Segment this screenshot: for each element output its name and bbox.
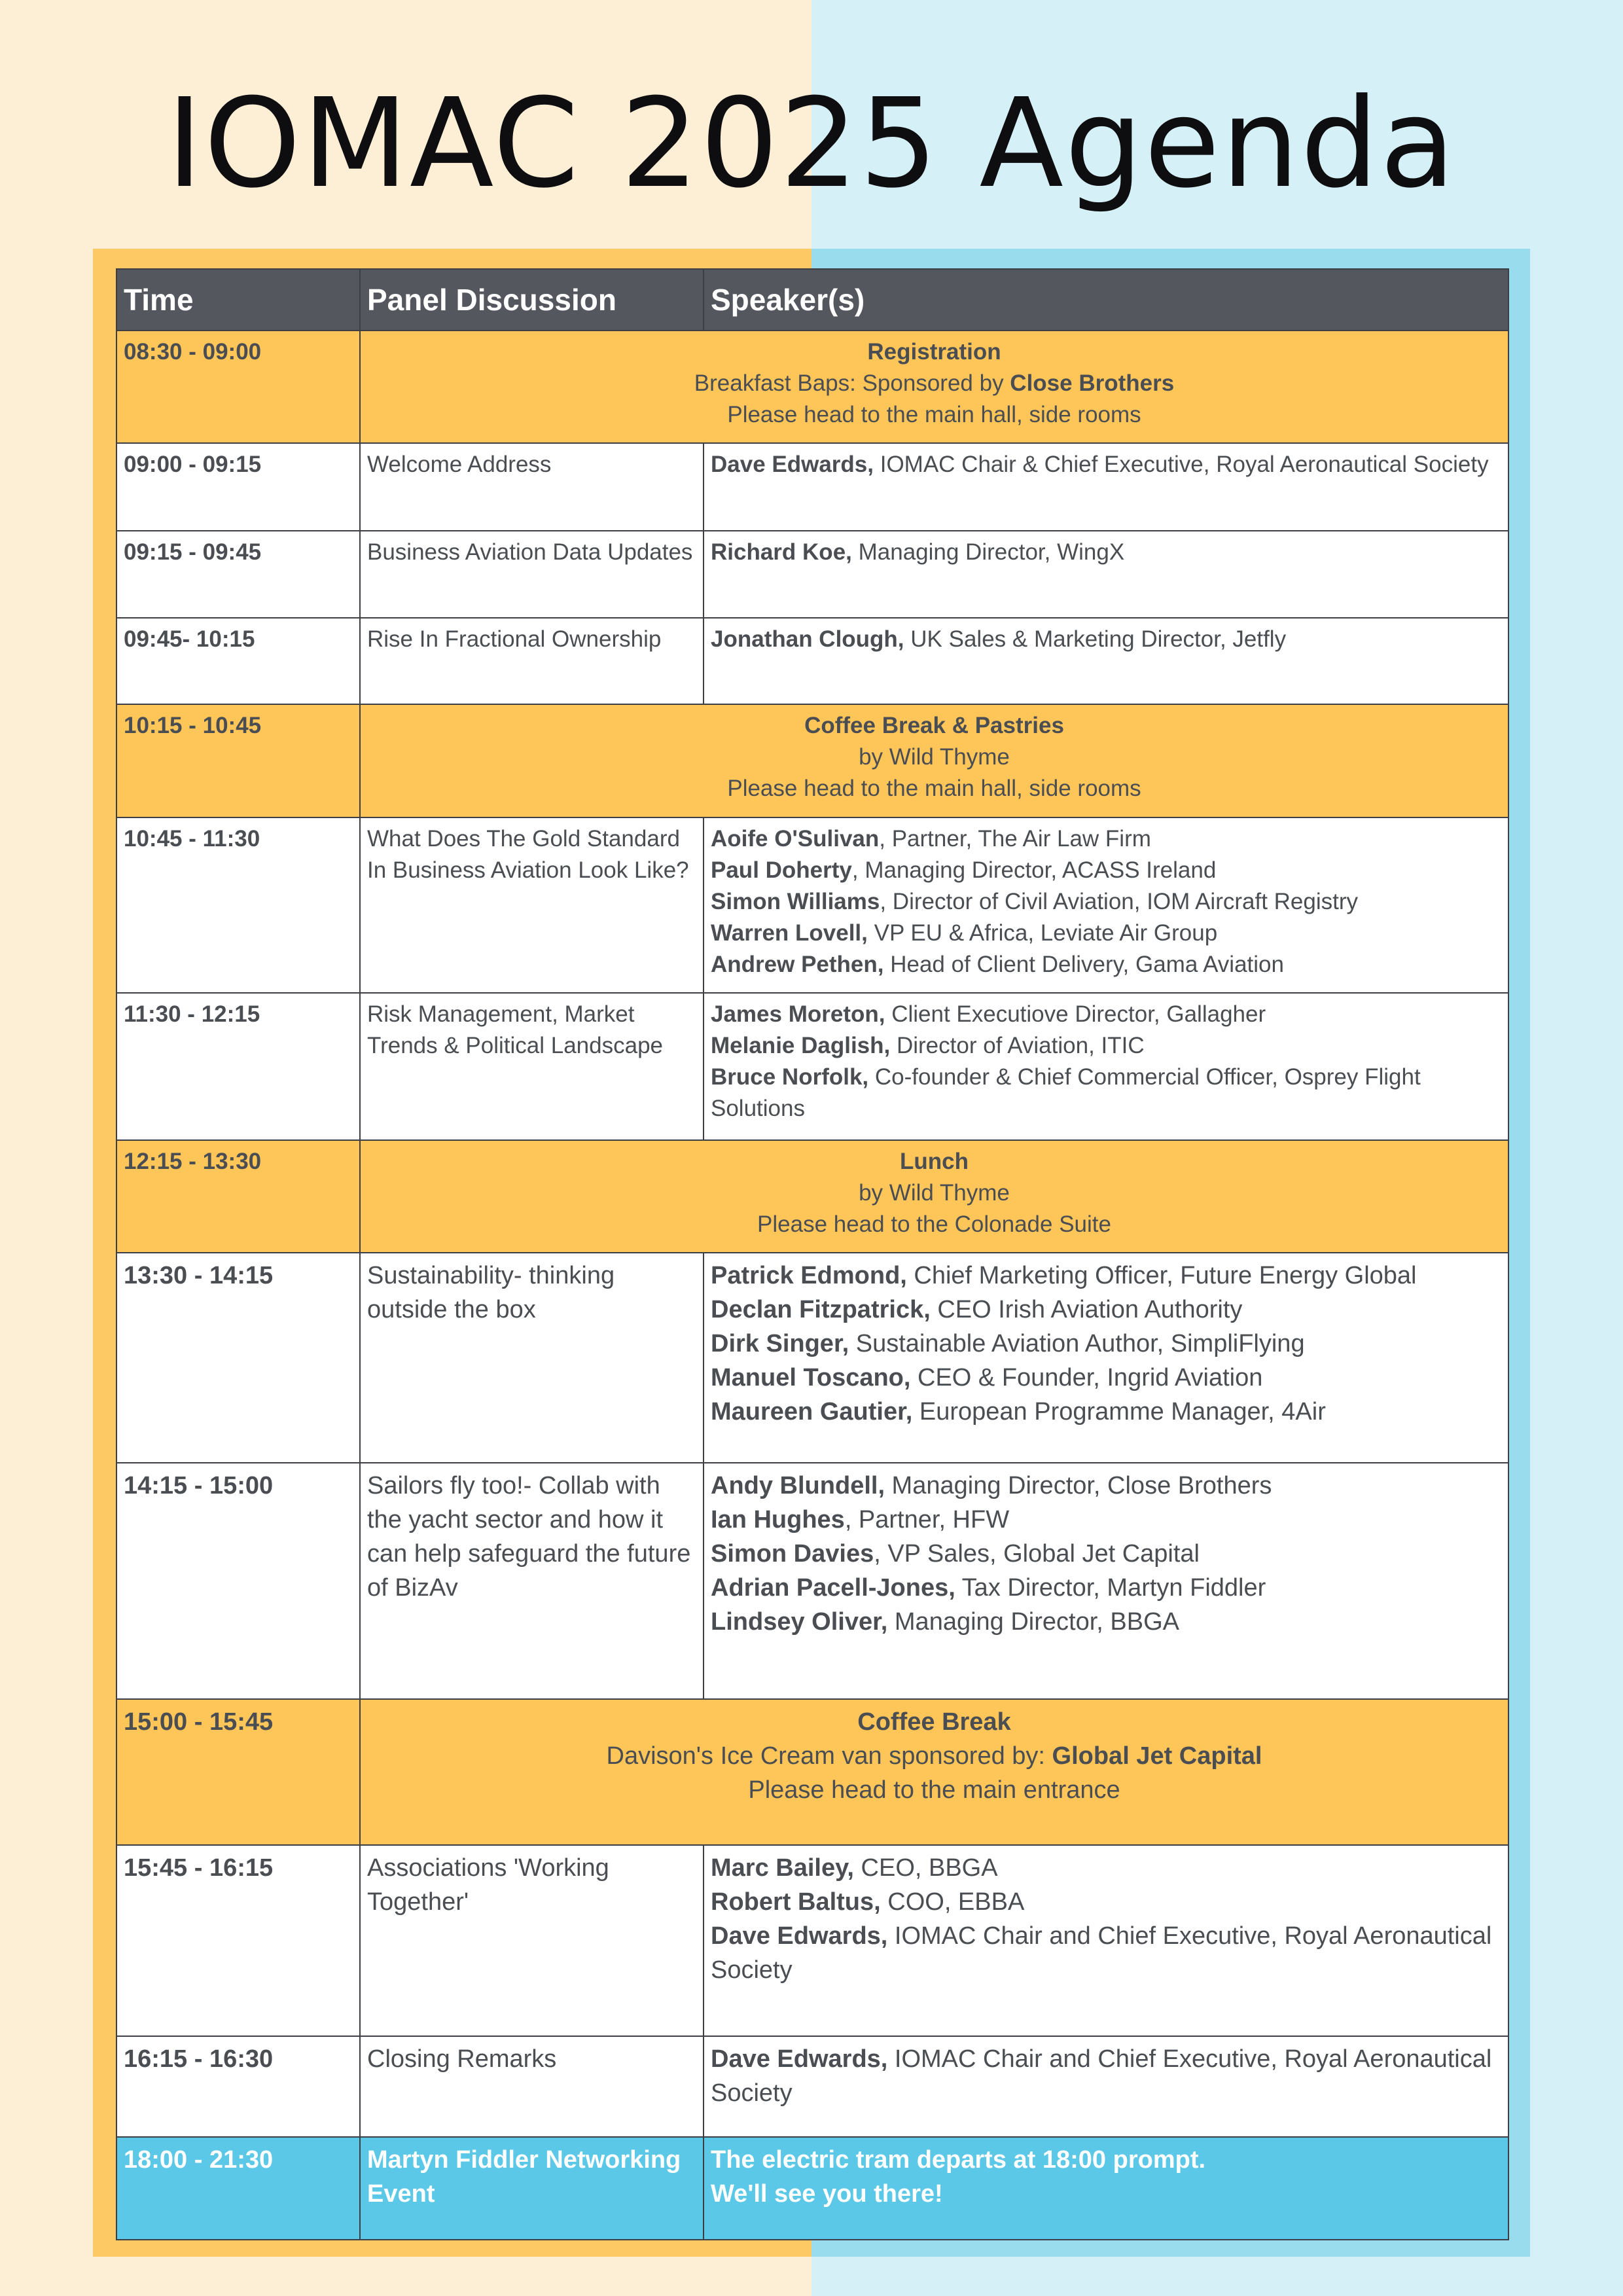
break-row-coffee-pastries: [116, 704, 1508, 817]
speaker-role: , VP Sales, Global Jet Capital: [874, 1540, 1200, 1568]
speaker-name: Manuel Toscano,: [711, 1364, 911, 1391]
speaker-role: VP EU & Africa, Leviate Air Group: [867, 920, 1218, 946]
event-note-line: We'll see you there!: [711, 2180, 943, 2208]
speaker-name: Simon Davies: [711, 1540, 874, 1568]
speaker-line: [711, 886, 1501, 918]
speaker-name: Richard Koe,: [711, 539, 852, 565]
speaker-line: [711, 855, 1501, 886]
speaker-role: Sustainable Aviation Author, SimpliFlying: [849, 1330, 1305, 1357]
break-cell: [360, 1140, 1508, 1253]
speaker-line: [711, 1537, 1501, 1571]
speaker-name: Marc Bailey,: [711, 1854, 854, 1882]
break-caterer: by Wild Thyme: [859, 744, 1010, 770]
break-location: Please head to the main entrance: [748, 1776, 1120, 1804]
break-location: Please head to the main hall, side rooms: [727, 776, 1141, 801]
break-sponsor-line: [367, 1739, 1501, 1773]
speaker-name: Paul Doherty: [711, 857, 852, 883]
speaker-line: [711, 949, 1501, 980]
session-row-risk: [116, 993, 1508, 1140]
speaker-name: Dirk Singer,: [711, 1330, 849, 1357]
time-cell: 14:15 - 15:00: [116, 1463, 360, 1699]
session-row-data-updates: [116, 531, 1508, 618]
time-cell: 10:15 - 10:45: [116, 704, 360, 817]
speaker-line: [711, 1469, 1501, 1503]
speaker-name: Declan Fitzpatrick,: [711, 1296, 931, 1323]
speakers-cell: [704, 993, 1508, 1140]
break-sponsor-text: Davison's Ice Cream van sponsored by:: [606, 1742, 1052, 1770]
speaker-name: Patrick Edmond,: [711, 1262, 907, 1289]
speaker-role: , Managing Director, ACASS Ireland: [851, 857, 1217, 883]
speaker-line: [711, 1293, 1501, 1327]
break-title: Coffee Break & Pastries: [804, 713, 1064, 738]
break-cell: [360, 331, 1508, 443]
speaker-role: IOMAC Chair and Chief Executive, Royal Aeronautical Society: [711, 2045, 1492, 2107]
speaker-name: Dave Edwards,: [711, 1922, 888, 1950]
panel-cell: Associations 'Working Together': [360, 1845, 704, 2036]
speakers-cell: [704, 443, 1508, 531]
speaker-name: Bruce Norfolk,: [711, 1064, 869, 1090]
speaker-name: Robert Baltus,: [711, 1888, 881, 1916]
panel-cell: Welcome Address: [360, 443, 704, 531]
break-cell: [360, 704, 1508, 817]
speaker-line: [711, 1395, 1501, 1429]
speakers-cell: [704, 1845, 1508, 2036]
speaker-name: Andy Blundell,: [711, 1472, 885, 1499]
column-header-panel: Panel Discussion: [360, 269, 704, 331]
speaker-line: [711, 918, 1501, 949]
break-location: Please head to the main hall, side rooms: [727, 402, 1141, 427]
time-cell: 10:45 - 11:30: [116, 817, 360, 993]
time-cell: 09:00 - 09:15: [116, 443, 360, 531]
speaker-role: UK Sales & Marketing Director, Jetfly: [904, 626, 1287, 652]
speaker-line: [711, 1919, 1501, 1987]
speakers-cell: [704, 2036, 1508, 2137]
agenda-table: [116, 268, 1509, 2240]
break-title: Registration: [867, 339, 1001, 365]
speaker-line: [711, 449, 1501, 480]
speaker-role: Tax Director, Martyn Fiddler: [955, 1574, 1266, 1602]
speaker-line: [711, 823, 1501, 855]
speaker-line: [711, 1571, 1501, 1605]
speaker-name: Warren Lovell,: [711, 920, 868, 946]
break-cell: [360, 1699, 1508, 1845]
speaker-name: Dave Edwards,: [711, 2045, 888, 2073]
break-sponsor-line: [367, 368, 1501, 399]
speaker-line: [711, 624, 1501, 655]
speaker-role: Managing Director, Close Brothers: [885, 1472, 1272, 1499]
session-row-associations: [116, 1845, 1508, 2036]
speaker-name: Simon Williams: [711, 889, 880, 914]
break-row-registration: [116, 331, 1508, 443]
speaker-name: Maureen Gautier,: [711, 1398, 913, 1426]
speaker-line: [711, 1327, 1501, 1361]
session-row-closing: [116, 2036, 1508, 2137]
speaker-line: [711, 537, 1501, 568]
time-cell: 15:00 - 15:45: [116, 1699, 360, 1845]
speaker-name: Dave Edwards,: [711, 452, 874, 477]
break-sponsor-name: Close Brothers: [1010, 370, 1175, 396]
panel-cell: Sustainability- thinking outside the box: [360, 1253, 704, 1463]
break-title: Lunch: [900, 1149, 969, 1174]
break-sponsor-text: Breakfast Baps: Sponsored by: [694, 370, 1010, 396]
speaker-role: IOMAC Chair & Chief Executive, Royal Aeronautical Society: [874, 452, 1489, 477]
speaker-role: Co-founder & Chief Commercial Officer, Osprey Flight Solutions: [711, 1064, 1421, 1121]
time-cell: 18:00 - 21:30: [116, 2137, 360, 2240]
panel-cell: Business Aviation Data Updates: [360, 531, 704, 618]
header-row: [116, 269, 1508, 331]
speaker-name: Jonathan Clough,: [711, 626, 904, 652]
session-row-fractional: [116, 618, 1508, 704]
speaker-role: Director of Aviation, ITIC: [890, 1033, 1145, 1058]
speaker-role: IOMAC Chair and Chief Executive, Royal Aeronautical Society: [711, 1922, 1492, 1984]
speaker-line: [711, 999, 1501, 1030]
speakers-cell: [704, 1463, 1508, 1699]
speaker-role: , Director of Civil Aviation, IOM Aircraft Registry: [880, 889, 1359, 914]
time-cell: 13:30 - 14:15: [116, 1253, 360, 1463]
break-caterer: by Wild Thyme: [859, 1180, 1010, 1206]
speakers-cell: [704, 618, 1508, 704]
speaker-role: Head of Client Delivery, Gama Aviation: [883, 952, 1284, 977]
panel-cell: Risk Management, Market Trends & Political Landscape: [360, 993, 704, 1140]
speaker-role: , Partner, HFW: [844, 1506, 1010, 1534]
panel-cell: What Does The Gold Standard In Business Aviation Look Like?: [360, 817, 704, 993]
speaker-name: Adrian Pacell-Jones,: [711, 1574, 955, 1602]
speaker-role: Chief Marketing Officer, Future Energy Global: [906, 1262, 1417, 1289]
speakers-cell: [704, 1253, 1508, 1463]
panel-cell: Sailors fly too!- Collab with the yacht sector and how it can help safeguard the future of BizAv: [360, 1463, 704, 1699]
speaker-role: , Partner, The Air Law Firm: [879, 826, 1151, 852]
column-header-speakers: Speaker(s): [704, 269, 1508, 331]
speaker-name: Ian Hughes: [711, 1506, 845, 1534]
time-cell: 09:15 - 09:45: [116, 531, 360, 618]
speaker-line: [711, 1605, 1501, 1639]
speakers-cell: [704, 817, 1508, 993]
speaker-line: [711, 1885, 1501, 1919]
speaker-role: Client Executiove Director, Gallagher: [885, 1001, 1266, 1027]
time-cell: 11:30 - 12:15: [116, 993, 360, 1140]
break-location: Please head to the Colonade Suite: [757, 1211, 1111, 1237]
break-title: Coffee Break: [857, 1708, 1011, 1736]
time-cell: 15:45 - 16:15: [116, 1845, 360, 2036]
speakers-cell: [704, 531, 1508, 618]
speaker-role: CEO & Founder, Ingrid Aviation: [910, 1364, 1263, 1391]
speaker-role: Managing Director, WingX: [851, 539, 1125, 565]
speaker-role: CEO, BBGA: [853, 1854, 998, 1882]
session-row-welcome: [116, 443, 1508, 531]
page-title: IOMAC 2025 Agenda: [166, 72, 1457, 215]
event-name-cell: Martyn Fiddler Networking Event: [360, 2137, 704, 2240]
break-row-coffee: [116, 1699, 1508, 1845]
speaker-line: [711, 1062, 1501, 1124]
speaker-role: European Programme Manager, 4Air: [912, 1398, 1326, 1426]
time-cell: 08:30 - 09:00: [116, 331, 360, 443]
event-row-networking: [116, 2137, 1508, 2240]
speaker-name: Lindsey Oliver,: [711, 1608, 888, 1636]
session-row-sustainability: [116, 1253, 1508, 1463]
column-header-time: Time: [116, 269, 360, 331]
event-note-cell: [704, 2137, 1508, 2240]
speaker-line: [711, 1030, 1501, 1062]
speaker-line: [711, 1851, 1501, 1885]
speaker-role: Managing Director, BBGA: [887, 1608, 1179, 1636]
break-row-lunch: [116, 1140, 1508, 1253]
speaker-role: CEO Irish Aviation Authority: [930, 1296, 1243, 1323]
time-cell: 12:15 - 13:30: [116, 1140, 360, 1253]
speaker-line: [711, 1259, 1501, 1293]
speaker-line: [711, 1503, 1501, 1537]
time-cell: 09:45- 10:15: [116, 618, 360, 704]
speaker-role: COO, EBBA: [880, 1888, 1025, 1916]
panel-cell: Rise In Fractional Ownership: [360, 618, 704, 704]
event-note-line: The electric tram departs at 18:00 prompt.: [711, 2146, 1206, 2174]
session-row-gold-standard: [116, 817, 1508, 993]
speaker-name: Aoife O'Sulivan: [711, 826, 880, 852]
speaker-name: James Moreton,: [711, 1001, 885, 1027]
break-sponsor-name: Global Jet Capital: [1052, 1742, 1262, 1770]
speaker-line: [711, 2042, 1501, 2110]
speaker-line: [711, 1361, 1501, 1395]
time-cell: 16:15 - 16:30: [116, 2036, 360, 2137]
panel-cell: Closing Remarks: [360, 2036, 704, 2137]
speaker-name: Andrew Pethen,: [711, 952, 884, 977]
session-row-sailors: [116, 1463, 1508, 1699]
speaker-name: Melanie Daglish,: [711, 1033, 891, 1058]
